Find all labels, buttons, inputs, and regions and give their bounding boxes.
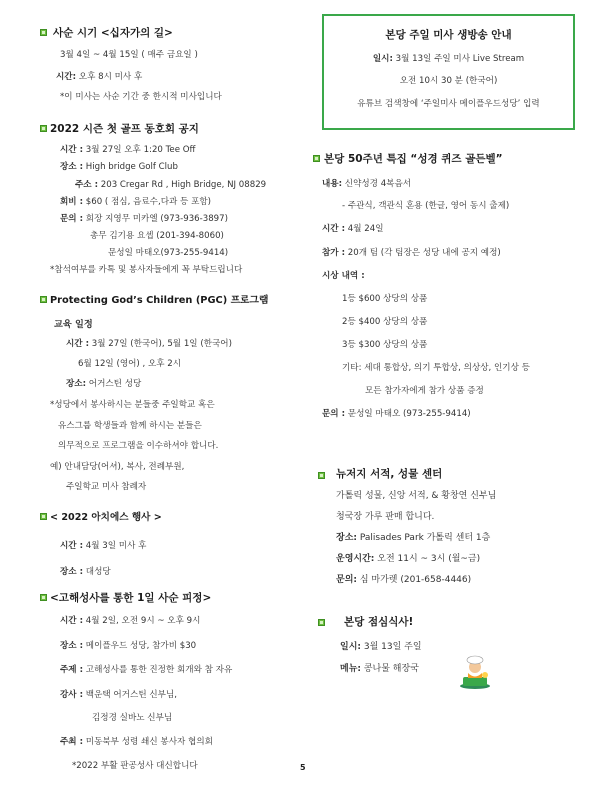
- quiz-content: [322, 177, 411, 189]
- arch-place-label: 장소 :: [60, 567, 84, 577]
- retreat-speaker-1: 백운택 어거스틴 신부님,: [83, 690, 177, 700]
- retreat-note: *2022 부활 판공성사 대신합니다: [72, 761, 198, 771]
- arch-time-value: 4월 3일 미사 후: [83, 541, 147, 551]
- quiz-join-label: 참가 :: [322, 248, 346, 258]
- golf-address-value: 203 Cregar Rd , High Bridge, NJ 08829: [98, 180, 267, 190]
- section-title-arch: < 2022 아치에스 행사 >: [50, 512, 162, 523]
- lunch-menu: [340, 661, 419, 674]
- livestream-time: 오전 10시 30 분 (한국어): [399, 76, 498, 86]
- quiz-award-all: 모든 참가자에게 참가 상품 증정: [365, 386, 484, 396]
- lent-dates: 3월 4일 ~ 4월 15일 ( 매주 금요일 ): [60, 50, 198, 60]
- quiz-time-value: 4월 24일: [345, 224, 384, 234]
- quiz-join-value: 20개 팀 (각 팀장은 성당 내에 공지 예정): [345, 248, 501, 258]
- livestream-date: [322, 52, 575, 64]
- arch-place: [60, 565, 111, 577]
- arch-time: [60, 539, 146, 551]
- chef-cooking-icon: [455, 653, 495, 691]
- pgc-time: [66, 337, 232, 349]
- golf-contact-3: 문성일 마태오(973-255-9414): [108, 248, 229, 258]
- store-contact: [336, 572, 471, 585]
- quiz-time-label: 시간 :: [322, 224, 346, 234]
- store-hours: [336, 551, 480, 564]
- section-title-lent: 사순 시기 <십자가의 길>: [53, 27, 173, 39]
- golf-address-label: 주소 :: [75, 180, 99, 190]
- pgc-note-3: 의무적으로 프로그램을 이수하셔야 합니다.: [58, 441, 219, 451]
- section-bullet-icon: [318, 472, 325, 479]
- arch-time-label: 시간 :: [60, 541, 84, 551]
- retreat-host-value: 미동북부 성령 쇄신 봉사자 협의회: [83, 737, 213, 747]
- store-line-1: 가톨릭 성물, 신앙 서적, & 황창연 신부님: [336, 491, 497, 501]
- store-place-label: 장소:: [336, 533, 357, 543]
- section-title-quiz: 본당 50주년 특집 “성경 퀴즈 골든벨”: [324, 153, 503, 165]
- pgc-subtitle: 교육 일정: [54, 319, 93, 330]
- golf-fee-value: $60 ( 점심, 음료수,다과 등 포함): [83, 197, 212, 207]
- livestream-title: 본당 주일 미사 생방송 안내: [385, 29, 512, 41]
- livestream-date-value: 3월 13일 주일 미사 Live Stream: [392, 54, 525, 64]
- lunch-menu-label: 메뉴:: [340, 664, 361, 674]
- pgc-place-label: 장소:: [66, 379, 87, 389]
- golf-place: [60, 160, 178, 172]
- section-title-lunch: 본당 점심식사!: [344, 616, 414, 628]
- store-contact-value: 심 마가렛 (201-658-4446): [357, 575, 472, 585]
- store-hours-label: 운영시간:: [336, 554, 375, 564]
- golf-fee-label: 회비 :: [60, 197, 84, 207]
- retreat-topic-label: 주제 :: [60, 665, 84, 675]
- golf-fee: [60, 195, 211, 207]
- lunch-date: [340, 639, 422, 652]
- section-bullet-icon: [40, 125, 47, 132]
- quiz-content-label: 내용:: [322, 179, 343, 189]
- pgc-place: [66, 377, 141, 389]
- quiz-contact-label: 문의 :: [322, 409, 346, 419]
- store-place-value: Palisades Park 가톨릭 센터 1층: [357, 533, 491, 543]
- livestream-date-label: 일시:: [372, 54, 393, 64]
- golf-place-label: 장소 :: [60, 162, 84, 172]
- retreat-speaker-label: 강사 :: [60, 690, 84, 700]
- store-place: [336, 530, 490, 543]
- section-title-golf: 2022 시즌 첫 골프 동호회 공지: [50, 123, 199, 135]
- lunch-date-value: 3월 13일 주일: [361, 642, 422, 652]
- store-hours-value: 오전 11시 ~ 3시 (월~금): [374, 554, 481, 564]
- retreat-time-value: 4월 2일, 오전 9시 ~ 오후 9시: [83, 616, 201, 626]
- golf-time: [60, 143, 195, 155]
- golf-time-value: 3월 27일 오후 1:20 Tee Off: [83, 145, 196, 155]
- section-title-pgc: Protecting God’s Children (PGC) 프로그램: [50, 295, 269, 306]
- section-bullet-icon: [40, 513, 47, 520]
- golf-contact-label: 문의 :: [60, 214, 84, 224]
- golf-address: [75, 178, 266, 190]
- lent-time: [56, 70, 142, 82]
- retreat-place: [60, 639, 196, 651]
- retreat-topic: [60, 663, 232, 675]
- retreat-time: [60, 614, 200, 626]
- pgc-note-1: *성당에서 봉사하시는 분들중 주일학교 혹은: [50, 400, 215, 410]
- golf-time-label: 시간 :: [60, 145, 84, 155]
- retreat-host-label: 주최 :: [60, 737, 84, 747]
- lunch-menu-value: 콩나물 해장국: [361, 664, 419, 674]
- quiz-time: [322, 222, 384, 234]
- quiz-award-label: 시상 내역 :: [322, 271, 365, 281]
- store-line-2: 청국장 가루 판매 합니다.: [336, 512, 435, 522]
- section-bullet-icon: [313, 155, 320, 162]
- arch-place-value: 대성당: [83, 567, 111, 577]
- retreat-place-value: 메이플우드 성당, 참가비 $30: [83, 641, 197, 651]
- lent-note: *이 미사는 사순 기간 중 한시적 미사입니다: [60, 92, 222, 102]
- pgc-time-label: 시간 :: [66, 339, 90, 349]
- section-bullet-icon: [40, 594, 47, 601]
- section-bullet-icon: [40, 296, 47, 303]
- section-title-store: 뉴저지 서적, 성물 센터: [336, 468, 443, 480]
- livestream-youtube: 유튜브 검색창에 ‘주일미사 메이플우드성당’ 입력: [357, 99, 540, 109]
- page-number: 5: [300, 763, 306, 772]
- quiz-award-1: 1등 $600 상당의 상품: [342, 294, 428, 304]
- lent-time-label: 시간:: [56, 72, 77, 82]
- retreat-place-label: 장소 :: [60, 641, 84, 651]
- golf-contact-2: 총무 김기용 요셉 (201-394-8060): [90, 231, 224, 241]
- retreat-speaker-2: 김정경 실바노 신부님: [92, 713, 173, 723]
- quiz-content-sub: - 주관식, 객관식 혼용 (한글, 영어 동시 출제): [342, 201, 510, 211]
- section-bullet-icon: [40, 29, 47, 36]
- quiz-contact-value: 문성일 마태오 (973-255-9414): [345, 409, 471, 419]
- golf-note: *참석여부를 카톡 및 봉사자들에게 꼭 부탁드립니다: [50, 265, 243, 275]
- quiz-join: [322, 246, 501, 258]
- golf-place-value: High bridge Golf Club: [83, 162, 178, 172]
- pgc-note-2: 유스그룹 학생들과 함께 하시는 분들은: [58, 421, 202, 431]
- section-title-retreat: <고해성사를 통한 1일 사순 피정>: [50, 592, 212, 604]
- pgc-note-4: 예) 안내담당(어셔), 복사, 전례부원,: [50, 462, 185, 472]
- golf-contact-1: 회장 지영무 미카엘 (973-936-3897): [83, 214, 228, 224]
- golf-contact: [60, 212, 228, 224]
- lent-time-value: 오후 8시 미사 후: [76, 72, 143, 82]
- pgc-time-2: 6월 12일 (영어) , 오후 2시: [78, 359, 182, 369]
- quiz-award-3: 3등 $300 상당의 상품: [342, 340, 428, 350]
- quiz-award-2: 2등 $400 상당의 상품: [342, 317, 428, 327]
- quiz-award-other: 기타: 세대 통합상, 의기 투합상, 의상상, 인기상 등: [342, 363, 530, 373]
- store-contact-label: 문의:: [336, 575, 357, 585]
- retreat-host: [60, 735, 213, 747]
- pgc-time-value: 3월 27일 (한국어), 5월 1일 (한국어): [89, 339, 232, 349]
- pgc-place-value: 어거스틴 성당: [86, 379, 142, 389]
- quiz-contact: [322, 407, 471, 419]
- retreat-time-label: 시간 :: [60, 616, 84, 626]
- retreat-topic-value: 고해성사를 통한 진정한 회개와 참 자유: [83, 665, 233, 675]
- retreat-speaker: [60, 688, 177, 700]
- lunch-date-label: 일시:: [340, 642, 361, 652]
- section-bullet-icon: [318, 619, 325, 626]
- pgc-note-5: 주일학교 미사 참례자: [66, 482, 147, 492]
- quiz-content-value: 신약성경 4복음서: [342, 179, 412, 189]
